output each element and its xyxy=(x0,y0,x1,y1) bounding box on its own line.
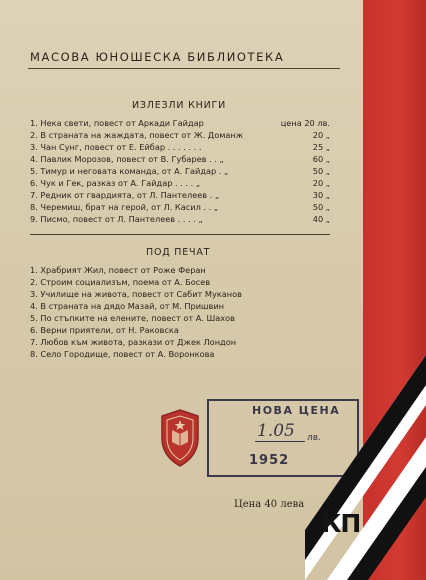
list-item: 7. Любов към живота, разкази от Джек Лондон xyxy=(30,337,237,347)
list-item: 6. Чук и Гек, разказ от А. Гайдар . . . . „ 20 „ xyxy=(30,178,330,188)
stamp-title: НОВА ЦЕНА xyxy=(252,404,341,417)
publisher-emblem-icon xyxy=(158,408,202,468)
list-item: 5. Тимур и неговата команда, от А. Гайдар . „ 50 „ xyxy=(30,166,330,176)
list-item: 1. Нека свети, повест от Аркади Гайдар цена 20 лв. xyxy=(30,118,330,128)
header-rule xyxy=(28,68,340,69)
list-item: 2. В страната на жаждата, повест от Ж. Доманж 20 „ xyxy=(30,130,330,140)
section-divider xyxy=(30,234,330,235)
published-book-list xyxy=(30,117,330,225)
watermark-logo-icon xyxy=(305,355,426,580)
in-print-book-list xyxy=(30,264,242,360)
stamp-value: 1.05 xyxy=(257,421,295,441)
list-item: 4. Павлик Морозов, повест от В. Губарев . . „ 60 „ xyxy=(30,154,330,164)
series-title: МАСОВА ЮНОШЕСКА БИБЛИОТЕКА xyxy=(30,50,285,64)
list-item: 8. Село Городище, повест от А. Воронкова xyxy=(30,349,215,359)
list-item: 3. Училище на живота, повест от Сабит Муканов xyxy=(30,289,242,299)
list-item: 3. Чан Сунг, повест от Е. Ейбар . . . . . . . 25 „ xyxy=(30,142,330,152)
list-item: 5. По стъпките на елените, повест от А. Шахов xyxy=(30,313,235,323)
in-print-section-title: ПОД ПЕЧАТ xyxy=(146,247,211,258)
stamp-unit: лв. xyxy=(307,433,321,443)
list-item: 2. Строим социализъм, поема от А. Босев xyxy=(30,277,211,287)
list-item: 9. Писмо, повест от Л. Пантелеев . . . . „ 40 „ xyxy=(30,214,330,224)
watermark-logo-text: КП xyxy=(321,509,361,538)
list-item: 8. Черемиш, брат на герой, от Л. Касил . . „ 50 „ xyxy=(30,202,330,212)
stamp-year: 1952 xyxy=(249,453,290,468)
stamp-underline xyxy=(255,441,305,442)
list-item: 6. Верни приятели, от Н. Раковска xyxy=(30,325,179,335)
list-item: 4. В страната на дядо Мазай, от М. Пришвин xyxy=(30,301,225,311)
cover-price: Цена 40 лева xyxy=(234,499,305,510)
published-section-title: ИЗЛЕЗЛИ КНИГИ xyxy=(132,100,226,111)
list-item: 1. Храбрият Жил, повест от Роже Феран xyxy=(30,265,206,275)
list-item: 7. Редник от гвардията, от Л. Пантелеев . „ 30 „ xyxy=(30,190,330,200)
